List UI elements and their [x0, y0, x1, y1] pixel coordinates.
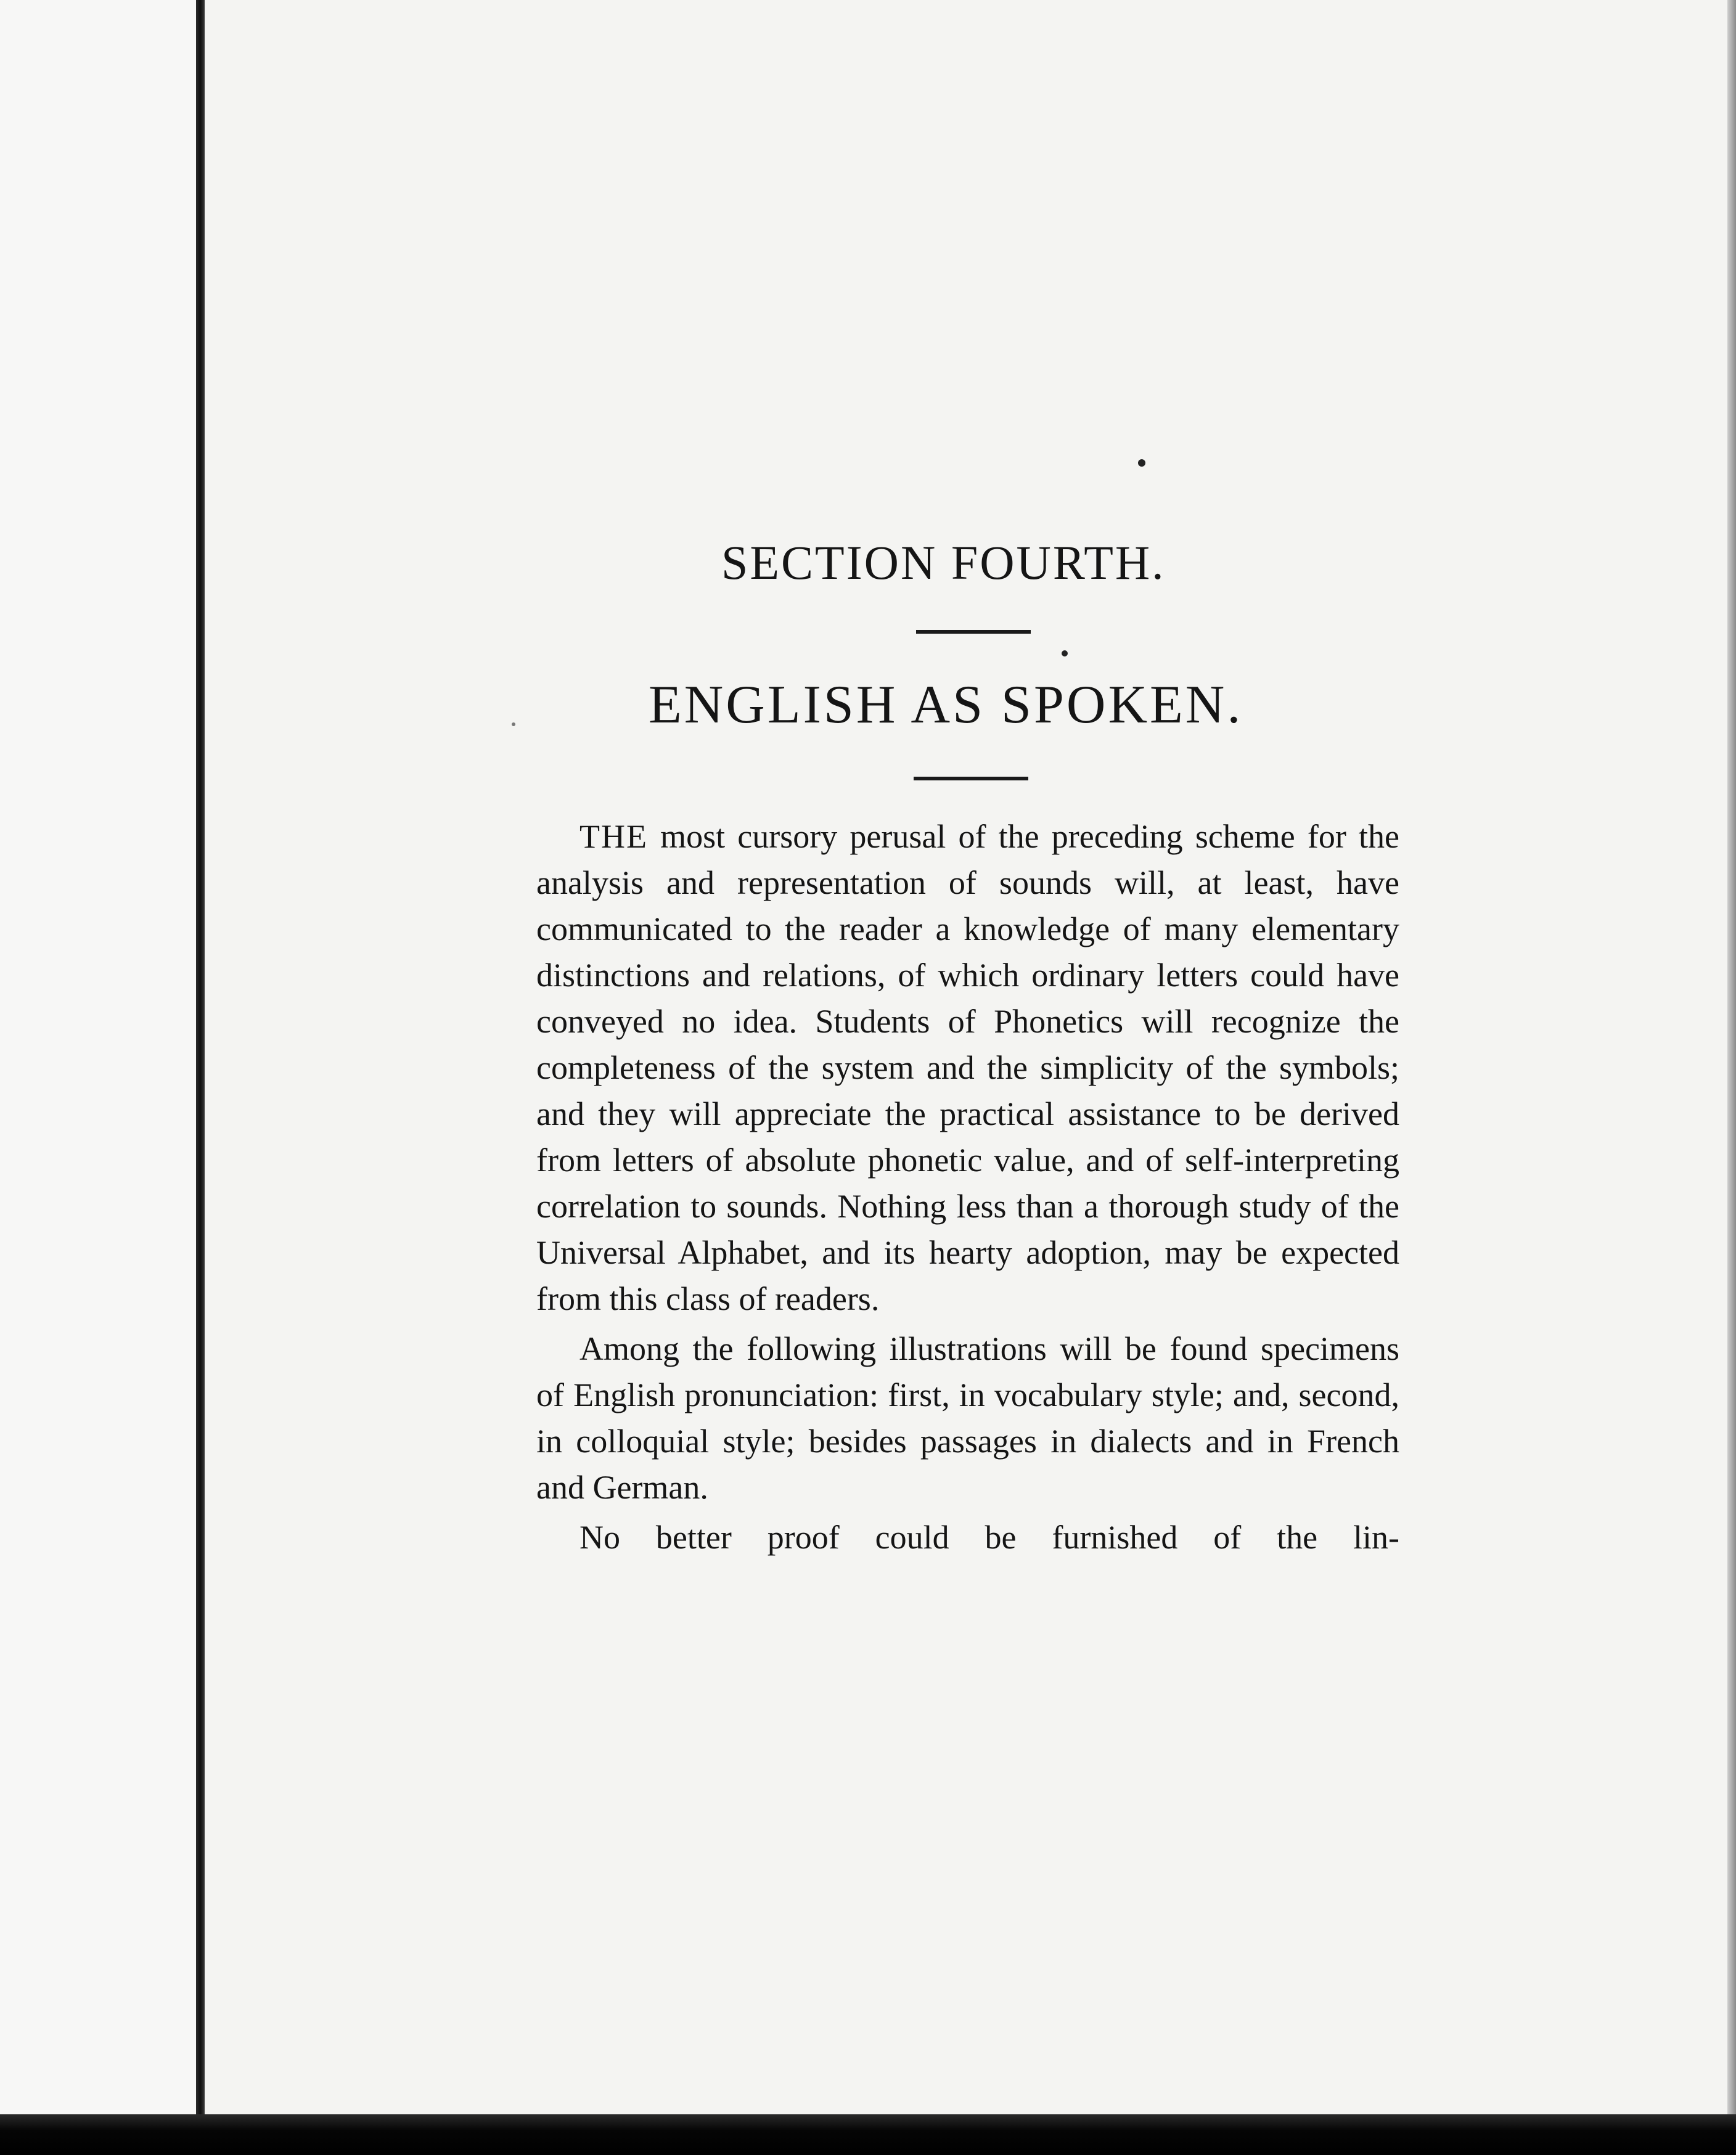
right-page-edge	[1727, 0, 1736, 2155]
ink-speck	[1062, 650, 1068, 656]
paragraph-text: most cursory perusal of the preceding scheme for the analysis and representation of sounds will, at least, have communicated to the reader a knowledge of many elementary distinctions and relations, of which ordinary letters could have conveyed no idea. Students of Phonetics will recognize the completeness of the system and the simplicity of the symbols; and they will appreciate the practical assistance to be derived from letters of absolute phonetic value, and of self-interpreting correlation to sounds. Nothing less than a thorough study of the Universal Alphabet, and its hearty adoption, may be expected from this class of readers.	[536, 818, 1399, 1317]
paragraph-text: Among the following illustrations will be found specimens of English pronunciation: first, in vocabulary style; and, second, in colloquial style; besides passages in dialects and in French and German.	[536, 1330, 1399, 1506]
paragraph-lead-word: THE	[579, 818, 648, 855]
body-text	[536, 814, 1399, 1564]
paragraph-2	[536, 1326, 1399, 1511]
paragraph-text: No better proof could be furnished of the lin-	[579, 1519, 1399, 1556]
scan-bottom-edge	[0, 2114, 1736, 2155]
binding-gutter	[196, 0, 205, 2114]
left-page-margin	[0, 0, 196, 2155]
chapter-title: ENGLISH AS SPOKEN.	[649, 675, 1243, 735]
paragraph-1	[536, 814, 1399, 1322]
heading-rule-top	[916, 630, 1031, 634]
paragraph-3	[536, 1515, 1399, 1561]
ink-speck	[1138, 459, 1145, 467]
section-heading: SECTION FOURTH.	[721, 536, 1166, 589]
ink-speck	[512, 722, 515, 726]
heading-rule-bottom	[914, 777, 1028, 780]
